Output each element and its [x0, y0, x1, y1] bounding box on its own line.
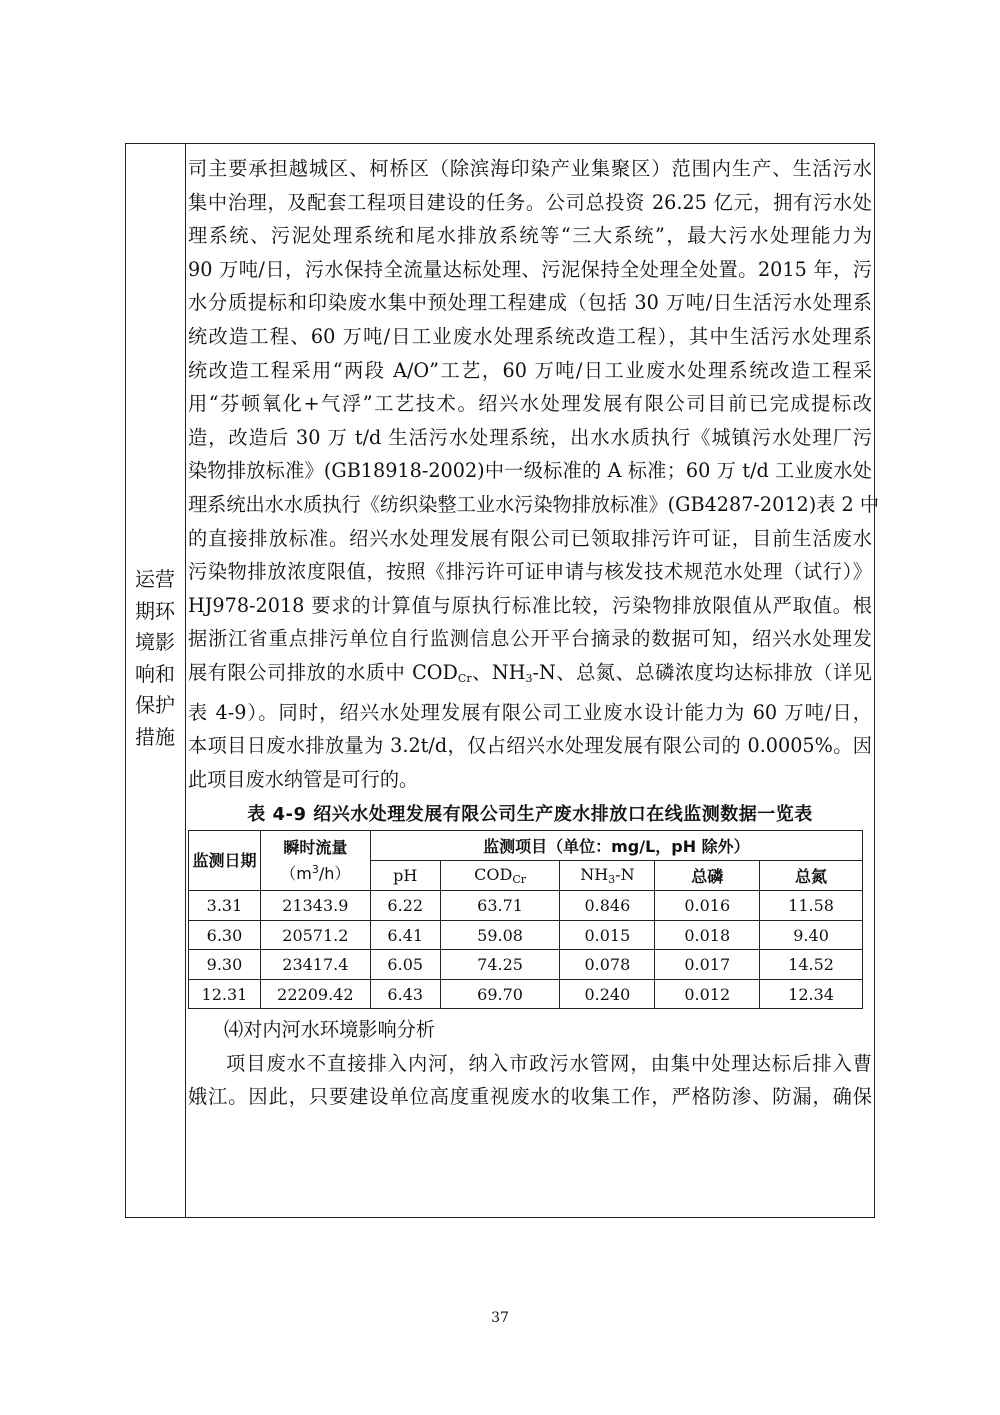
cell-tn: 14.52: [760, 950, 863, 980]
paragraph-line: 集中治理，及配套工程项目建设的任务。公司总投资 26.25 亿元，拥有污水处: [188, 190, 872, 214]
header-cod: [440, 861, 560, 891]
cell-date: 6.30: [189, 920, 261, 950]
paragraph-line: 90 万吨/日，污水保持全流量达标处理、污泥保持全处理全处置。2015 年，污: [188, 257, 872, 281]
cell-cod: 69.70: [440, 979, 560, 1009]
paragraph-line-cod: [188, 656, 872, 696]
paragraph-line: 司主要承担越城区、柯桥区（除滨海印染产业集聚区）范围内生产、生活污水: [188, 157, 872, 180]
cod-line-before: 展有限公司排放的水质中 COD: [188, 660, 458, 684]
cod-label: COD: [474, 865, 513, 885]
paragraph-line: 染物排放标准》(GB18918-2002)中一级标准的 A 标准；60 万 t/d 工业废水处: [188, 459, 872, 483]
nh-label: NH: [580, 865, 609, 885]
cell-date: 3.31: [189, 891, 261, 921]
paragraph-line: 理系统出水水质执行《纺织染整工业水污染物排放标准》(GB4287-2012)表 2 中: [188, 492, 880, 516]
header-ph: pH: [370, 861, 440, 891]
cell-flow: 20571.2: [260, 920, 370, 950]
cell-tn: 11.58: [760, 891, 863, 921]
paragraph-line: 统改造工程、60 万吨/日工业废水处理系统改造工程），其中生活污水处理系: [188, 324, 872, 348]
cell-nh3n: 0.846: [560, 891, 655, 921]
section-block: [188, 1013, 872, 1114]
document-frame: [125, 143, 880, 1218]
paragraph-line: 用“芬顿氧化+气浮”工艺技术。绍兴水处理发展有限公司目前已完成提标改: [188, 392, 872, 416]
cell-nh3n: 0.240: [560, 979, 655, 1009]
cell-tp: 0.016: [655, 891, 760, 921]
body-paragraph: [188, 152, 880, 796]
header-date: 监测日期: [189, 831, 261, 891]
cell-flow: 22209.42: [260, 979, 370, 1009]
paragraph-line: 统改造工程采用“两段 A/O”工艺，60 万吨/日工业废水处理系统改造工程采: [188, 358, 872, 382]
header-total-nitrogen: 总氮: [760, 861, 863, 891]
cell-nh3n: 0.078: [560, 950, 655, 980]
flow-unit-sup: 3: [311, 862, 319, 876]
section-heading: ⑷对内河水环境影响分析: [224, 1018, 436, 1042]
cell-cod: 59.08: [440, 920, 560, 950]
flow-unit-post: /h）: [318, 863, 351, 883]
cod-line-after: -N、总氮、总磷浓度均达标排放（详见: [532, 660, 872, 684]
header-nh3n: [560, 861, 655, 891]
header-flow: [260, 831, 370, 891]
final-line: 项目废水不直接排入内河，纳入市政污水管网，由集中处理达标后排入曹: [226, 1051, 872, 1075]
cell-tp: 0.012: [655, 979, 760, 1009]
header-monitoring-group: 监测项目（单位：mg/L，pH 除外）: [370, 831, 862, 861]
content-area: [188, 152, 880, 1114]
paragraph-line: 造，改造后 30 万 t/d 生活污水处理系统，出水水质执行《城镇污水处理厂污: [188, 425, 872, 449]
cell-date: 9.30: [189, 950, 261, 980]
cell-cod: 74.25: [440, 950, 560, 980]
table-row: [189, 891, 863, 921]
final-line: 娥江。因此，只要建设单位高度重视废水的收集工作，严格防渗、防漏，确保: [188, 1085, 872, 1109]
table-row: [189, 979, 863, 1009]
paragraph-line: 污染物排放浓度限值，按照《排污许可证申请与核发技术规范水处理（试行）》: [188, 560, 872, 584]
nh-subscript: 3: [525, 671, 533, 685]
header-flow-label: 瞬时流量: [283, 837, 348, 857]
paragraph-line: 表 4-9）。同时，绍兴水处理发展有限公司工业废水设计能力为 60 万吨/日，: [188, 700, 872, 724]
side-column: [126, 144, 186, 1217]
cell-tn: 9.40: [760, 920, 863, 950]
paragraph-line: 此项目废水纳管是可行的。: [188, 767, 419, 791]
cell-ph: 6.05: [370, 950, 440, 980]
cell-tp: 0.018: [655, 920, 760, 950]
cell-date: 12.31: [189, 979, 261, 1009]
cell-cod: 63.71: [440, 891, 560, 921]
paragraph-line: 本项目日废水排放量为 3.2t/d，仅占绍兴水处理发展有限公司的 0.0005%。因: [188, 734, 872, 758]
nh-label-sub: 3: [608, 873, 616, 887]
header-total-phosphorus: 总磷: [655, 861, 760, 891]
table-row: [189, 950, 863, 980]
paragraph-line: HJ978-2018 要求的计算值与原执行标准比较，污染物排放限值从严取值。根: [188, 593, 872, 617]
cell-tp: 0.017: [655, 950, 760, 980]
cell-ph: 6.41: [370, 920, 440, 950]
cell-ph: 6.43: [370, 979, 440, 1009]
cell-nh3n: 0.015: [560, 920, 655, 950]
page-number: 37: [491, 1310, 509, 1326]
cod-subscript: Cr: [457, 671, 472, 685]
paragraph-line: 水分质提标和印染废水集中预处理工程建成（包括 30 万吨/日生活污水处理系: [188, 291, 872, 315]
paragraph-line: 的直接排放标准。绍兴水处理发展有限公司已领取排污许可证，目前生活废水: [188, 526, 872, 550]
nh-label-post: -N: [615, 865, 635, 885]
cell-flow: 23417.4: [260, 950, 370, 980]
header-flow-unit: [280, 864, 350, 883]
cod-label-sub: Cr: [512, 873, 527, 887]
paragraph-line: 理系统、污泥处理系统和尾水排放系统等“三大系统”，最大污水处理能力为: [188, 224, 872, 248]
cell-ph: 6.22: [370, 891, 440, 921]
cell-flow: 21343.9: [260, 891, 370, 921]
paragraph-line: 据浙江省重点排污单位自行监测信息公开平台摘录的数据可知，绍兴水处理发: [188, 627, 872, 651]
table-caption: 表 4-9 绍兴水处理发展有限公司生产废水排放口在线监测数据一览表: [247, 804, 813, 826]
monitoring-table: [188, 830, 863, 1009]
side-label: 运营期环境影响和保护措施: [135, 567, 175, 749]
table-row: [189, 920, 863, 950]
cell-tn: 12.34: [760, 979, 863, 1009]
cod-line-mid: 、NH: [471, 660, 526, 684]
flow-unit-pre: （m: [280, 863, 312, 883]
